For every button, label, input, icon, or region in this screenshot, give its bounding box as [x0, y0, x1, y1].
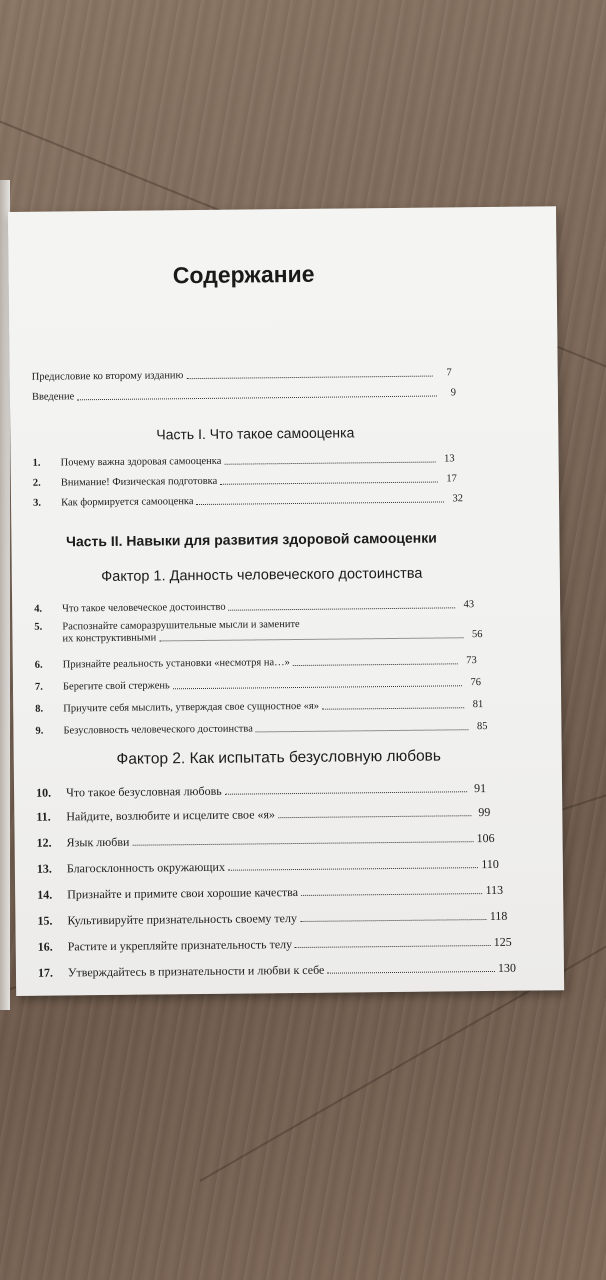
chapter-page: 91 — [473, 781, 487, 796]
chapter-page: 81 — [472, 699, 484, 711]
chapter-number: 7. — [34, 681, 43, 693]
toc-entry — [36, 805, 490, 824]
leader-dots — [278, 815, 471, 818]
toc-entry — [37, 831, 495, 850]
chapter-title: Почему важна здоровая самооценка — [60, 455, 222, 469]
toc-entry — [38, 935, 512, 954]
toc-entry — [36, 781, 486, 800]
toc-entry — [35, 721, 487, 738]
chapter-title: Распознайте саморазрушительные мысли и замените — [62, 618, 300, 633]
part-heading: Часть I. Что такое самооценка — [156, 424, 355, 443]
chapter-page: 110 — [481, 856, 499, 872]
chapter-title: Утверждайтесь в признательности и любви к себе — [67, 962, 325, 980]
leader-dots — [300, 919, 487, 922]
chapter-number: 6. — [34, 659, 43, 671]
toc-entry — [37, 883, 503, 902]
chapter-title-continued: их конструктивными — [62, 632, 157, 645]
chapter-page: 130 — [497, 960, 517, 975]
chapter-title: Внимание! Физическая подготовка — [60, 475, 218, 489]
chapter-title: Безусловность человеческого достоинства — [63, 723, 253, 737]
toc-entry — [33, 453, 455, 469]
leader-dots — [327, 971, 495, 974]
toc-entry — [38, 961, 516, 980]
chapter-number: 11. — [36, 809, 51, 824]
leader-dots — [159, 637, 463, 641]
toc-entry — [37, 857, 499, 876]
book-page — [8, 206, 564, 996]
toc-entry — [34, 617, 482, 646]
leader-dots — [322, 707, 464, 709]
chapter-number: 3. — [32, 497, 41, 509]
leader-dots — [228, 867, 478, 871]
chapter-page: 106 — [476, 830, 495, 846]
leader-dots — [77, 396, 437, 401]
leader-dots — [301, 893, 483, 896]
toc-entry-label: Предисловие ко второму изданию — [31, 370, 184, 383]
toc-entry — [37, 909, 507, 928]
chapter-title: Признайте реальность установки «несмотря на…» — [62, 657, 290, 671]
chapter-number: 8. — [35, 703, 44, 715]
chapter-page: 76 — [470, 677, 482, 689]
toc-entry — [33, 493, 463, 510]
factor-heading: Фактор 1. Данность человеческого достоинства — [101, 565, 423, 586]
chapter-number: 1. — [32, 457, 41, 469]
leader-dots — [132, 841, 473, 846]
leader-dots — [293, 663, 458, 666]
chapter-title: Культивируйте признательность своему телу — [67, 911, 298, 928]
chapter-page: 43 — [463, 599, 475, 611]
chapter-title: Признайте и примите свои хорошие качества — [67, 885, 299, 902]
chapter-title: Приучите себя мыслить, утверждая свое сущностное «я» — [63, 700, 319, 715]
chapter-number: 15. — [37, 913, 53, 928]
toc-entry-page: 9 — [450, 387, 456, 399]
leader-dots — [173, 685, 462, 689]
chapter-number: 10. — [36, 785, 52, 800]
leader-dots — [229, 607, 456, 610]
part-heading: Часть II. Навыки для развития здоровой самооценки — [65, 529, 437, 550]
chapter-number: 4. — [34, 603, 43, 615]
toc-entry — [35, 655, 477, 672]
chapter-title: Благосклонность окружающих — [66, 859, 226, 876]
chapter-page: 99 — [478, 804, 491, 820]
toc-entry — [35, 699, 483, 716]
chapter-page: 85 — [476, 721, 488, 733]
chapter-page: 125 — [493, 934, 512, 949]
chapter-number: 17. — [37, 965, 54, 980]
toc-entry — [32, 387, 456, 403]
chapter-page: 113 — [485, 882, 504, 898]
leader-dots — [225, 791, 467, 795]
leader-dots — [197, 501, 445, 505]
leader-dots — [224, 462, 435, 465]
chapter-title: Что такое безусловная любовь — [66, 783, 222, 800]
chapter-page: 56 — [471, 629, 483, 641]
chapter-page: 17 — [446, 473, 457, 485]
chapter-page: 73 — [466, 655, 477, 667]
chapter-title: Как формируется самооценка — [60, 496, 194, 509]
chapter-page: 32 — [452, 493, 464, 505]
leader-dots — [256, 729, 469, 732]
toc-entry — [34, 599, 474, 616]
toc-entry — [32, 367, 452, 383]
chapter-title: Берегите свой стержень — [62, 680, 170, 693]
chapter-page: 13 — [444, 453, 455, 465]
chapter-title: Растите и укрепляйте признательность телу — [67, 937, 293, 954]
leader-dots — [186, 376, 432, 380]
chapter-number: 12. — [36, 835, 52, 850]
chapter-number: 13. — [36, 861, 52, 876]
leader-dots — [295, 945, 491, 948]
factor-heading: Фактор 2. Как испытать безусловную любовь — [116, 747, 442, 768]
chapter-title: Язык любви — [66, 834, 130, 850]
toc-entry — [35, 677, 481, 694]
chapter-number: 14. — [37, 887, 53, 902]
chapter-page: 118 — [489, 908, 508, 923]
chapter-number: 2. — [32, 477, 41, 489]
chapter-title: Что такое человеческое достоинство — [62, 601, 226, 615]
toc-entry — [33, 473, 457, 489]
leader-dots — [220, 482, 438, 485]
chapter-title: Найдите, возлюбите и исцелите свое «я» — [66, 807, 276, 824]
page-title: Содержание — [172, 260, 315, 289]
toc-entry-label: Введение — [31, 391, 75, 403]
chapter-number: 5. — [34, 621, 43, 633]
chapter-number: 9. — [35, 725, 44, 737]
chapter-number: 16. — [37, 939, 53, 954]
toc-entry-page: 7 — [446, 367, 452, 379]
